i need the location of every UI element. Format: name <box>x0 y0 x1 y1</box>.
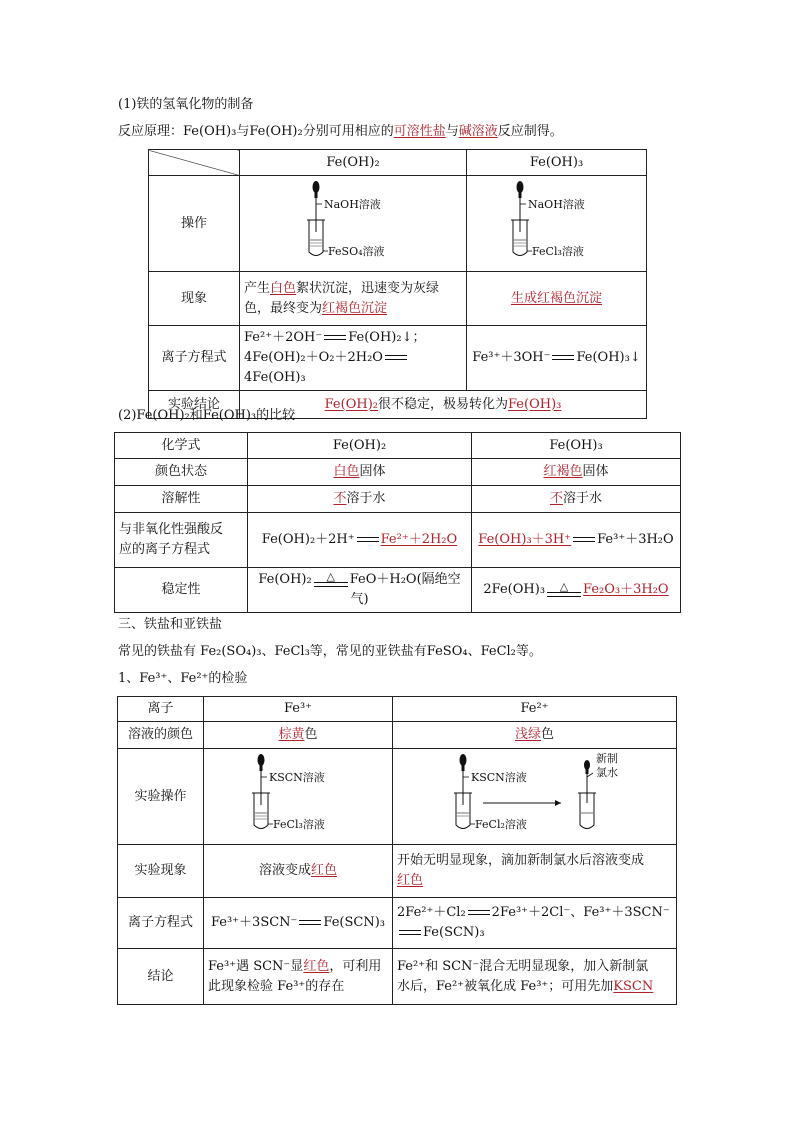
test-ion-b-1a: 2Fe²⁺＋Cl₂ <box>397 905 466 920</box>
test-conc-a-2: 此现象检验 Fe³⁺的存在 <box>208 978 345 994</box>
test-header-fe2: Fe²⁺ <box>393 697 677 722</box>
test-label-phenomenon: 实验现象 <box>118 845 204 898</box>
test-phen-a <box>204 845 393 898</box>
cmp-acid-b-u: Fe(OH)₃＋3H⁺ <box>478 532 572 547</box>
cmp-acid-a <box>248 513 472 568</box>
test-conc-b-u: KSCN <box>613 978 654 994</box>
test-op-a <box>204 749 393 845</box>
cmp-acid-a-pre: Fe(OH)₂＋2H⁺ <box>261 532 355 547</box>
col-header-feoh2: Fe(OH)₂ <box>240 150 467 176</box>
ion-left-2a: 4Fe(OH)₂＋O₂＋2H₂O <box>244 350 383 365</box>
cmp-color-b-t: 固体 <box>582 464 609 479</box>
test-color-a-t: 色 <box>304 727 318 742</box>
cmp-sol-a-t: 溶于水 <box>346 491 386 506</box>
phen-left-u1: 白色 <box>270 280 297 296</box>
cmp-label-stability: 稳定性 <box>115 568 248 613</box>
cmp-stab-a-pre: Fe(OH)₂ <box>258 572 312 587</box>
test-phen-a-u: 红色 <box>311 863 338 878</box>
conc-mid: 很不稳定，极易转化为 <box>377 396 508 412</box>
row-label-conclusion: 实验结论 <box>149 391 240 419</box>
cmp-label-color: 颜色状态 <box>115 459 248 486</box>
cmp-color-a-t: 固体 <box>359 464 386 479</box>
ion-right-b: Fe(OH)₃↓ <box>576 350 641 365</box>
cmp-label-acid <box>115 513 248 568</box>
test-conc-a <box>204 949 393 1005</box>
comparison-table <box>114 432 681 613</box>
test-op-b-new2: 氯水 <box>595 766 618 779</box>
cmp-header-feoh2: Fe(OH)₂ <box>248 433 472 459</box>
section1-title: (1)铁的氢氧化物的制备 <box>118 97 254 112</box>
op-right-bottom-label: FeCl₃溶液 <box>531 245 584 258</box>
preparation-table <box>148 149 647 419</box>
cmp-acid-b <box>472 513 681 568</box>
test-op-a-top: KSCN溶液 <box>269 771 325 784</box>
test-conc-b-1: Fe²⁺和 SCN⁻混合无明显现象，加入新制氯 <box>397 958 649 974</box>
test-phen-b <box>393 845 677 898</box>
ion-left-1a: Fe²⁺＋2OH⁻ <box>244 330 323 345</box>
op-left-top-label: NaOH溶液 <box>324 198 381 211</box>
test-header-ion: 离子 <box>118 697 204 722</box>
test-color-b <box>393 722 677 749</box>
op-right-top-label: NaOH溶液 <box>527 198 585 211</box>
test-conc-a-1b: ，可利用 <box>329 958 382 974</box>
principle-post: 反应制得。 <box>497 124 563 139</box>
cmp-color-a-u: 白色 <box>333 464 360 479</box>
test-phen-b-u: 红色 <box>397 873 424 888</box>
test-op-b <box>393 749 677 845</box>
dropper-tube-figure <box>288 178 418 262</box>
col-header-feoh3: Fe(OH)₃ <box>467 150 647 176</box>
principle-underline-1: 可溶性盐 <box>393 124 446 139</box>
principle-mid: 与 <box>445 124 459 139</box>
op-left-bottom-label: FeSO₄溶液 <box>328 245 385 258</box>
cmp-header-feoh3: Fe(OH)₃ <box>472 433 681 459</box>
test-op-b-new1: 新制 <box>595 752 618 765</box>
row-label-ionic: 离子方程式 <box>149 326 240 391</box>
cmp-acid-label-2: 应的离子方程式 <box>119 542 211 557</box>
cmp-sol-b-t: 溶于水 <box>563 491 603 506</box>
test-phen-b-1: 开始无明显现象，滴加新制氯水后溶液变成 <box>397 853 645 868</box>
phen-right-text: 生成红褐色沉淀 <box>510 290 602 306</box>
cmp-sol-b-u: 不 <box>549 491 563 506</box>
cmp-stab-a <box>248 568 472 613</box>
heat-arrow <box>314 572 348 587</box>
test-color-a <box>204 722 393 749</box>
test-phen-a-t: 溶液变成 <box>258 863 311 878</box>
op-right-figure <box>467 176 647 272</box>
test-conc-b-2: 水后，Fe²⁺被氧化成 Fe³⁺；可用先加 <box>397 978 614 994</box>
section2-title: (2)Fe(OH)₂和Fe(OH)₃的比较 <box>118 408 296 423</box>
test-op-b-top: KSCN溶液 <box>470 771 527 784</box>
cmp-color-b-u: 红褐色 <box>543 464 583 479</box>
ion-left-2b: 4Fe(OH)₃ <box>244 370 306 385</box>
test-label-conclusion: 结论 <box>118 949 204 1005</box>
conc-u1: Fe(OH)₂ <box>324 396 378 412</box>
op-left-figure <box>240 176 467 272</box>
ion-test-table <box>117 696 677 1005</box>
test-label-operation: 实验操作 <box>118 749 204 845</box>
test-ion-b <box>393 898 677 949</box>
heat-triangle-icon: △ <box>559 580 569 593</box>
phen-right <box>467 272 647 326</box>
test-ion-b-1b: 2Fe³⁺＋2Cl⁻、Fe³⁺＋3SCN⁻ <box>491 905 670 920</box>
dropper-tube-figure-2 <box>492 178 622 262</box>
test-op-b-bot: FeCl₂溶液 <box>474 818 527 831</box>
section3-title: 三、铁盐和亚铁盐 <box>118 617 223 632</box>
test-color-a-u: 棕黄 <box>278 727 305 742</box>
principle-pre: 反应原理：Fe(OH)₃与Fe(OH)₂分别可用相应的 <box>118 124 394 139</box>
cmp-acid-b-post: Fe³⁺＋3H₂O <box>597 532 674 547</box>
common-salts: 常见的铁盐有 Fe₂(SO₄)₃、FeCl₃等，常见的亚铁盐有FeSO₄、FeCl₂等。 <box>118 644 542 659</box>
reaction-principle <box>118 123 563 141</box>
test-ion-a-pre: Fe³⁺＋3SCN⁻ <box>210 915 298 930</box>
equals-sign <box>357 537 379 542</box>
ion-right <box>467 326 647 391</box>
equals-sign <box>573 537 595 542</box>
row-label-phenomenon: 现象 <box>149 272 240 326</box>
conc-u2: Fe(OH)₃ <box>508 396 562 412</box>
cmp-stab-b-u: Fe₂O₃＋3H₂O <box>583 582 669 597</box>
cmp-color-a <box>248 459 472 486</box>
equals-sign <box>552 355 574 360</box>
ion-left-1b: Fe(OH)₂↓； <box>348 330 426 345</box>
test-ion-b-2: Fe(SCN)₃ <box>423 925 485 940</box>
kscn-chlorine-figure <box>435 751 635 835</box>
cmp-color-b <box>472 459 681 486</box>
heat-arrow <box>547 582 581 597</box>
test-header-fe3: Fe³⁺ <box>204 697 393 722</box>
phen-left-a: 产生 <box>244 280 271 296</box>
ion-right-a: Fe³⁺＋3OH⁻ <box>472 350 551 365</box>
cmp-sol-a-u: 不 <box>333 491 347 506</box>
test-conc-a-1: Fe³⁺遇 SCN⁻显 <box>208 958 304 974</box>
cmp-stab-b <box>472 568 681 613</box>
section3-subtitle: 1、Fe³⁺、Fe²⁺的检验 <box>118 671 248 686</box>
test-label-ionic: 离子方程式 <box>118 898 204 949</box>
cmp-label-solubility: 溶解性 <box>115 486 248 513</box>
heat-triangle-icon: △ <box>326 570 335 583</box>
equals-sign <box>299 920 321 925</box>
cmp-sol-b <box>472 486 681 513</box>
test-ion-a-post: Fe(SCN)₃ <box>323 915 386 930</box>
phen-left-u2: 红褐色沉淀 <box>322 300 388 316</box>
equals-sign <box>468 910 490 915</box>
row-label-operation: 操作 <box>149 176 240 272</box>
diagonal-header-cell <box>149 150 240 176</box>
test-color-b-u: 浅绿 <box>514 727 541 742</box>
cmp-stab-a-post: FeO＋H₂O(隔绝空气) <box>349 572 461 607</box>
kscn-tube-figure <box>233 751 363 835</box>
conclusion-cell <box>240 391 647 419</box>
test-conc-b <box>393 949 677 1005</box>
test-op-a-bot: FeCl₃溶液 <box>273 818 325 831</box>
equals-sign <box>399 930 421 935</box>
cmp-sol-a <box>248 486 472 513</box>
cmp-acid-label-1: 与非氧化性强酸反 <box>119 522 224 537</box>
equals-sign <box>385 355 407 360</box>
phen-left-c: 色，最终变为 <box>244 300 323 316</box>
cmp-header-formula: 化学式 <box>115 433 248 459</box>
test-ion-a <box>204 898 393 949</box>
phen-left <box>240 272 467 326</box>
test-color-b-t: 色 <box>541 727 555 742</box>
cmp-acid-a-u: Fe²⁺＋2H₂O <box>380 532 458 547</box>
cmp-stab-b-pre: 2Fe(OH)₃ <box>483 582 546 597</box>
ion-left <box>240 326 467 391</box>
test-conc-a-u: 红色 <box>303 958 330 974</box>
phen-left-b: 絮状沉淀，迅速变为灰绿 <box>296 280 440 296</box>
equals-sign <box>324 335 346 340</box>
test-label-color: 溶液的颜色 <box>118 722 204 749</box>
principle-underline-2: 碱溶液 <box>458 124 498 139</box>
